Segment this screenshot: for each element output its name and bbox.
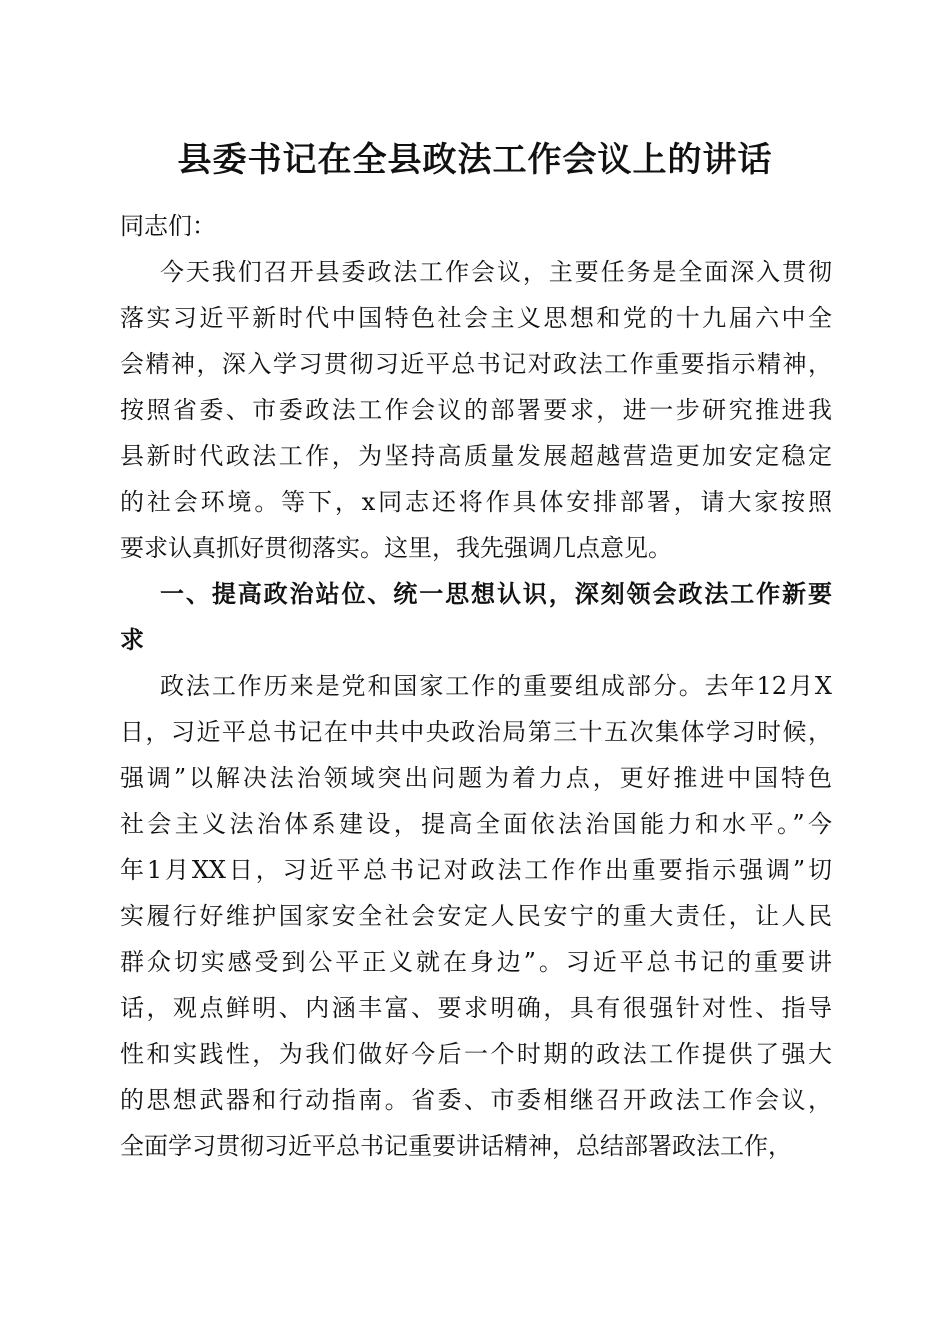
text-line: 全面学习贯彻习近平总书记重要讲话精神，总结部署政法工作， <box>120 1132 792 1160</box>
text-line: 要求认真抓好贯彻落实。这里，我先强调几点意见。 <box>120 534 672 562</box>
document-title: 县委书记在全县政法工作会议上的讲话 <box>177 140 773 180</box>
text-line: 日，习近平总书记在中共中央政治局第三十五次集体学习时候， <box>120 718 832 746</box>
text-line: 今天我们召开县委政法工作会议，主要任务是全面深入贯彻 <box>160 258 832 286</box>
document-body <box>120 203 832 1169</box>
text-line: 会精神，深入学习贯彻习近平总书记对政法工作重要指示精神， <box>120 350 832 378</box>
text-line: 年1月XX日，习近平总书记对政法工作作出重要指示强调”切 <box>120 856 832 884</box>
text-line: 群众切实感受到公平正义就在身边”。习近平总书记的重要讲 <box>120 948 832 976</box>
text-line: 强调”以解决法治领域突出问题为着力点，更好推进中国特色 <box>120 764 832 792</box>
text-line: 的社会环境。等下，x同志还将作具体安排部署，请大家按照 <box>120 488 832 516</box>
text-line: 政法工作历来是党和国家工作的重要组成部分。去年12月X <box>160 672 832 700</box>
text-line: 落实习近平新时代中国特色社会主义思想和党的十九届六中全 <box>120 304 832 332</box>
text-line: 性和实践性，为我们做好今后一个时期的政法工作提供了强大 <box>120 1040 832 1068</box>
text-line: 实履行好维护国家安全社会安定人民安宁的重大责任，让人民 <box>120 902 832 930</box>
text-line: 话，观点鲜明、内涵丰富、要求明确，具有很强针对性、指导 <box>120 994 832 1022</box>
paragraph <box>120 663 832 1169</box>
text-line: 求 <box>120 625 144 654</box>
paragraph <box>120 249 832 571</box>
text-line: 县新时代政法工作，为坚持高质量发展超越营造更加安定稳定 <box>120 442 832 470</box>
text-line: 社会主义法治体系建设，提高全面依法治国能力和水平。”今 <box>120 810 832 838</box>
paragraphs <box>120 249 832 1169</box>
text-line: 一、提高政治站位、统一思想认识，深刻领会政法工作新要 <box>160 579 832 608</box>
section-heading <box>120 571 832 663</box>
salutation: 同志们： <box>120 212 216 240</box>
text-line: 按照省委、市委政法工作会议的部署要求，进一步研究推进我 <box>120 396 832 424</box>
text-line: 的思想武器和行动指南。省委、市委相继召开政法工作会议， <box>120 1086 832 1114</box>
